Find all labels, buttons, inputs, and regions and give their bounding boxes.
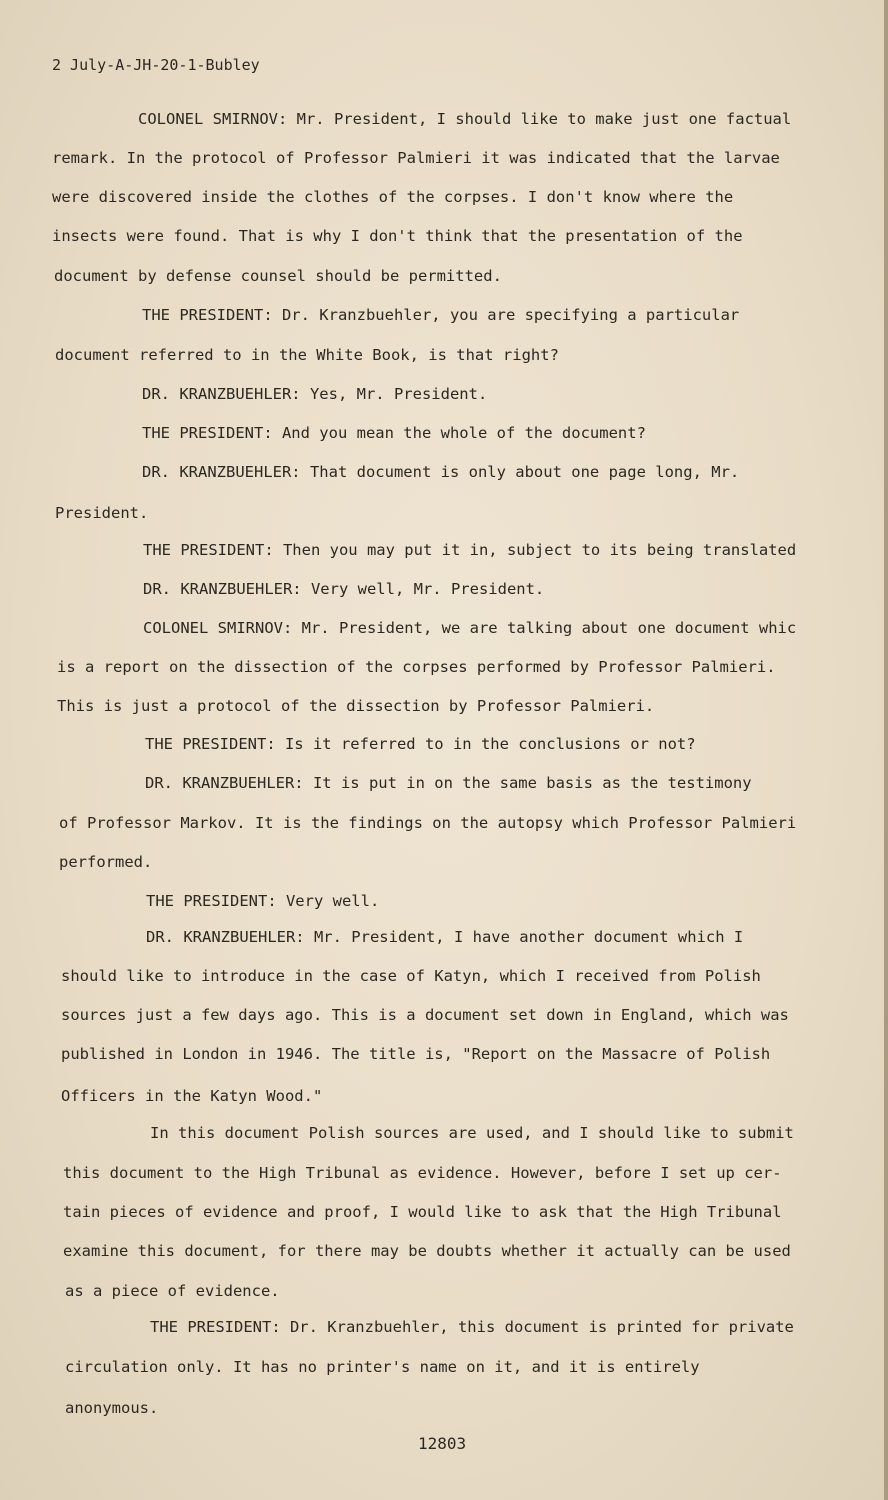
- text-line: is a report on the dissection of the corpses performed by Professor Palmieri.: [57, 658, 776, 676]
- text-line: This is just a protocol of the dissection by Professor Palmieri.: [57, 697, 655, 715]
- text-line: THE PRESIDENT: Very well.: [146, 892, 380, 910]
- text-line: remark. In the protocol of Professor Palmieri it was indicated that the larvae: [52, 149, 780, 167]
- text-line: were discovered inside the clothes of the corpses. I don't know where the: [52, 188, 734, 206]
- text-line: President.: [55, 504, 149, 522]
- text-line: DR. KRANZBUEHLER: Mr. President, I have another document which I: [146, 928, 744, 946]
- text-line: THE PRESIDENT: And you mean the whole of the document?: [142, 424, 646, 442]
- text-line: COLONEL SMIRNOV: Mr. President, I should like to make just one factual: [138, 110, 792, 128]
- text-line: insects were found. That is why I don't think that the presentation of the: [52, 227, 743, 245]
- text-line: DR. KRANZBUEHLER: That document is only about one page long, Mr.: [142, 463, 740, 481]
- page-header: 2 July-A-JH-20-1-Bubley: [52, 56, 260, 74]
- text-line: DR. KRANZBUEHLER: It is put in on the same basis as the testimony: [145, 774, 752, 792]
- text-line: circulation only. It has no printer's name on it, and it is entirely: [65, 1358, 700, 1376]
- text-line: COLONEL SMIRNOV: Mr. President, we are talking about one document whic: [143, 619, 797, 637]
- text-line: anonymous.: [65, 1399, 159, 1417]
- text-line: DR. KRANZBUEHLER: Very well, Mr. President.: [143, 580, 545, 598]
- text-line: document referred to in the White Book, is that right?: [55, 346, 559, 364]
- text-line: sources just a few days ago. This is a document set down in England, which was: [61, 1006, 789, 1024]
- page-number: 12803: [418, 1434, 467, 1453]
- text-line: tain pieces of evidence and proof, I would like to ask that the High Tribunal: [63, 1203, 782, 1221]
- text-line: document by defense counsel should be permitted.: [54, 267, 502, 285]
- text-line: THE PRESIDENT: Dr. Kranzbuehler, you are specifying a particular: [142, 306, 740, 324]
- text-line: THE PRESIDENT: Is it referred to in the conclusions or not?: [145, 735, 696, 753]
- text-line: of Professor Markov. It is the findings on the autopsy which Professor Palmieri: [59, 814, 797, 832]
- text-line: In this document Polish sources are used, and I should like to submit: [150, 1124, 794, 1142]
- text-line: published in London in 1946. The title is, "Report on the Massacre of Polish: [61, 1045, 771, 1063]
- text-line: DR. KRANZBUEHLER: Yes, Mr. President.: [142, 385, 488, 403]
- page-edge: [884, 0, 888, 1500]
- text-line: as a piece of evidence.: [65, 1282, 280, 1300]
- text-line: should like to introduce in the case of Katyn, which I received from Polish: [61, 967, 761, 985]
- text-line: THE PRESIDENT: Dr. Kranzbuehler, this document is printed for private: [150, 1318, 794, 1336]
- text-line: performed.: [59, 853, 153, 871]
- text-line: Officers in the Katyn Wood.": [61, 1087, 323, 1105]
- text-line: THE PRESIDENT: Then you may put it in, subject to its being translated: [143, 541, 797, 559]
- text-line: examine this document, for there may be doubts whether it actually can be used: [63, 1242, 791, 1260]
- text-line: this document to the High Tribunal as evidence. However, before I set up cer-: [63, 1164, 782, 1182]
